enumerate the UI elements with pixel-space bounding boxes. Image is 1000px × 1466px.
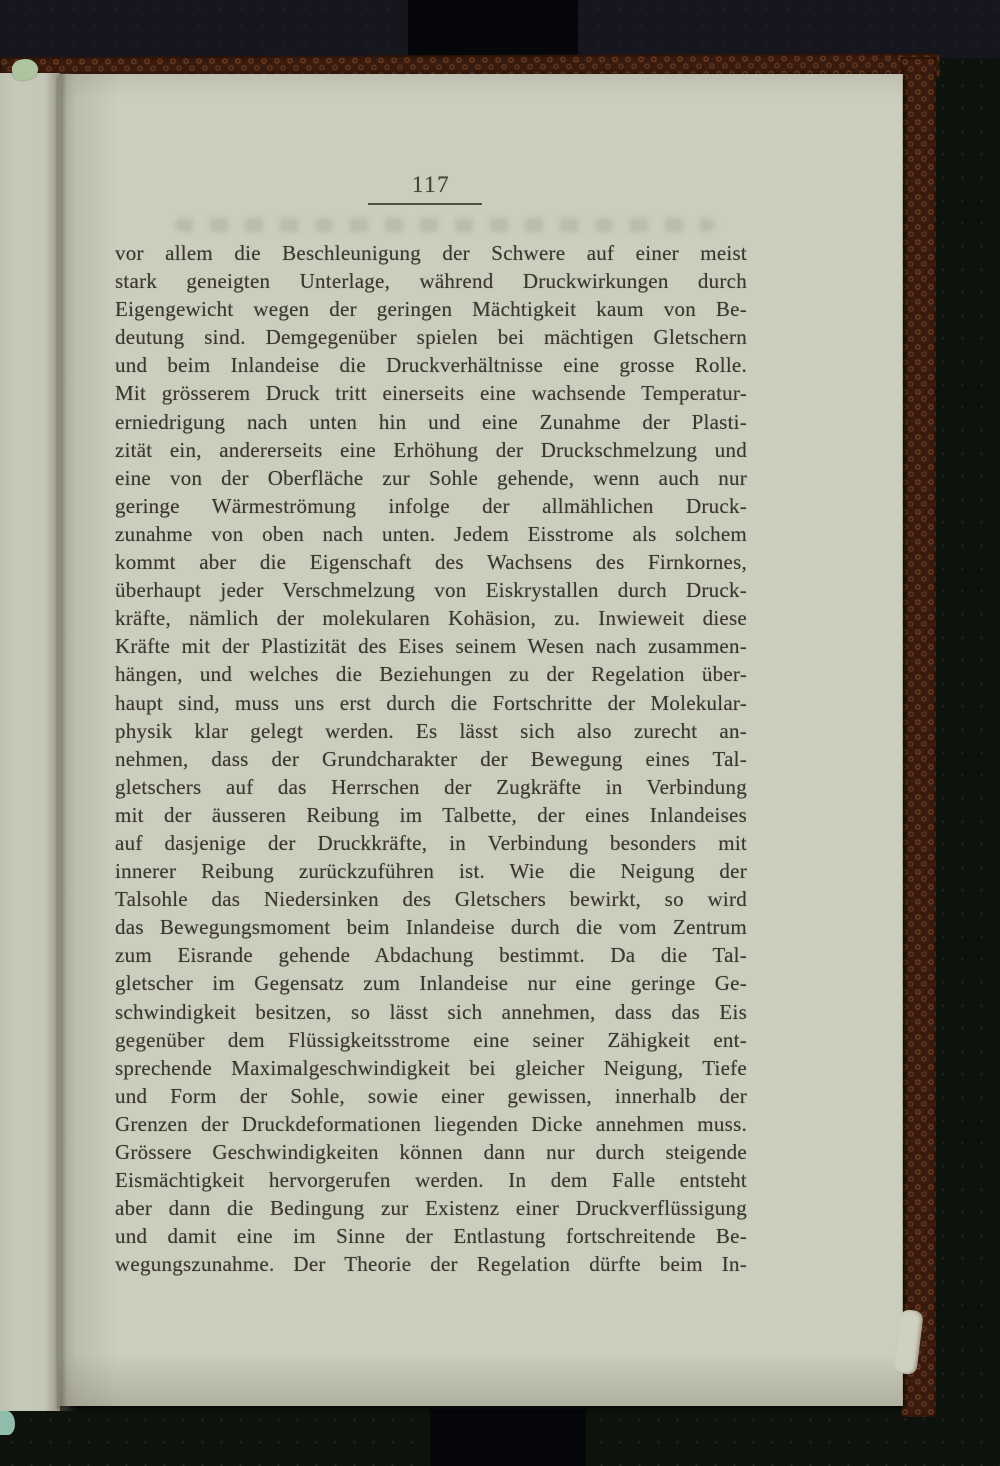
page-number: 117 [411,172,451,197]
text-line: eine von der Oberfläche zur Sohle gehende, wenn auch nur [115,465,747,490]
text-line: kräfte, nämlich der molekularen Kohäsion, zu. Inwieweit diese [115,606,747,631]
text-line: und Form der Sohle, sowie einer gewissen, innerhalb der [115,1083,747,1108]
page-header [115,172,747,198]
text-line: deutung sind. Demgegenüber spielen bei mächtigen Gletschern [115,325,747,350]
text-line: geringe Wärmeströmung infolge der allmählichen Druck- [115,493,747,518]
text-line: kommt aber die Eigenschaft des Wachsens des Firnkornes, [115,550,747,575]
paper-fragment-bottom-left [0,1411,15,1435]
text-line: auf dasjenige der Druckkräfte, in Verbindung besonders mit [115,830,747,855]
text-line: Eismächtigkeit hervorgerufen werden. In dem Falle entsteht [115,1168,747,1193]
text-line: mit der äusseren Reibung im Talbette, der eines Inlandeises [115,802,747,827]
book-cover-edge-right [901,57,936,1417]
text-line: aber dann die Bedingung zur Existenz einer Druckverflüssigung [115,1196,747,1221]
text-line: Eigengewicht wegen der geringen Mächtigkeit kaum von Be- [115,297,747,322]
text-line: Talsohle das Niedersinken des Gletschers bewirkt, so wird [115,887,747,912]
text-line: und beim Inlandeise die Druckverhältnisse eine grosse Rolle. [115,353,747,378]
text-line: zunahme von oben nach unten. Jedem Eisstrome als solchem [115,521,747,546]
text-line: innerer Reibung zurückzuführen ist. Wie die Neigung der [115,859,747,884]
text-line: und damit eine im Sinne der Entlastung fortschreitende Be- [115,1224,747,1249]
text-line: zität ein, andererseits eine Erhöhung der Druckschmelzung und [115,437,747,462]
text-line: wegungszunahme. Der Theorie der Regelation dürfte beim In- [115,1252,747,1277]
text-line: sprechende Maximalgeschwindigkeit bei gleicher Neigung, Tiefe [115,1055,747,1080]
text-line: das Bewegungsmoment beim Inlandeise durch die vom Zentrum [115,915,747,940]
scan-background-notch-top [408,0,578,58]
text-line: erniedrigung nach unten hin und eine Zunahme der Plasti- [115,409,747,434]
text-line: gletscher im Gegensatz zum Inlandeise nur eine geringe Ge- [115,971,747,996]
text-line: nehmen, dass der Grundcharakter der Bewegung eines Tal- [115,746,747,771]
text-line: gletschers auf das Herrschen der Zugkräfte in Verbindung [115,774,747,799]
text-line: schwindigkeit besitzen, so lässt sich annehmen, dass das Eis [115,999,747,1024]
body-text [115,239,747,1278]
text-line: Mit grösserem Druck tritt einerseits eine wachsende Temperatur- [115,381,747,406]
text-line: Grössere Geschwindigkeiten können dann nur durch steigende [115,1140,747,1164]
text-line: Grenzen der Druckdeformationen liegenden Dicke annehmen muss. [115,1111,747,1136]
scan-background-notch-bottom [430,1409,586,1466]
text-line: hängen, und welches die Beziehungen zu der Regelation über- [115,662,747,687]
text-line: gegenüber dem Flüssigkeitsstrome eine seiner Zähigkeit ent- [115,1027,747,1052]
text-line: überhaupt jeder Verschmelzung von Eiskrystallen durch Druck- [115,578,747,603]
text-line: vor allem die Beschleunigung der Schwere auf einer meist [115,241,747,265]
page-number-rule [368,203,482,205]
ink-bleedthrough-band [175,218,715,232]
text-line: zum Eisrande gehende Abdachung bestimmt. Da die Tal- [115,943,747,968]
text-line: stark geneigten Unterlage, während Druckwirkungen durch [115,269,747,294]
page-gutter-shadow [44,73,76,1411]
text-line: Kräfte mit der Plastizität des Eises seinem Wesen nach zusammen- [115,634,747,659]
text-line: haupt sind, muss uns erst durch die Fortschritte der Molekular- [115,690,747,715]
text-line: physik klar gelegt werden. Es lässt sich also zurecht an- [115,718,747,743]
